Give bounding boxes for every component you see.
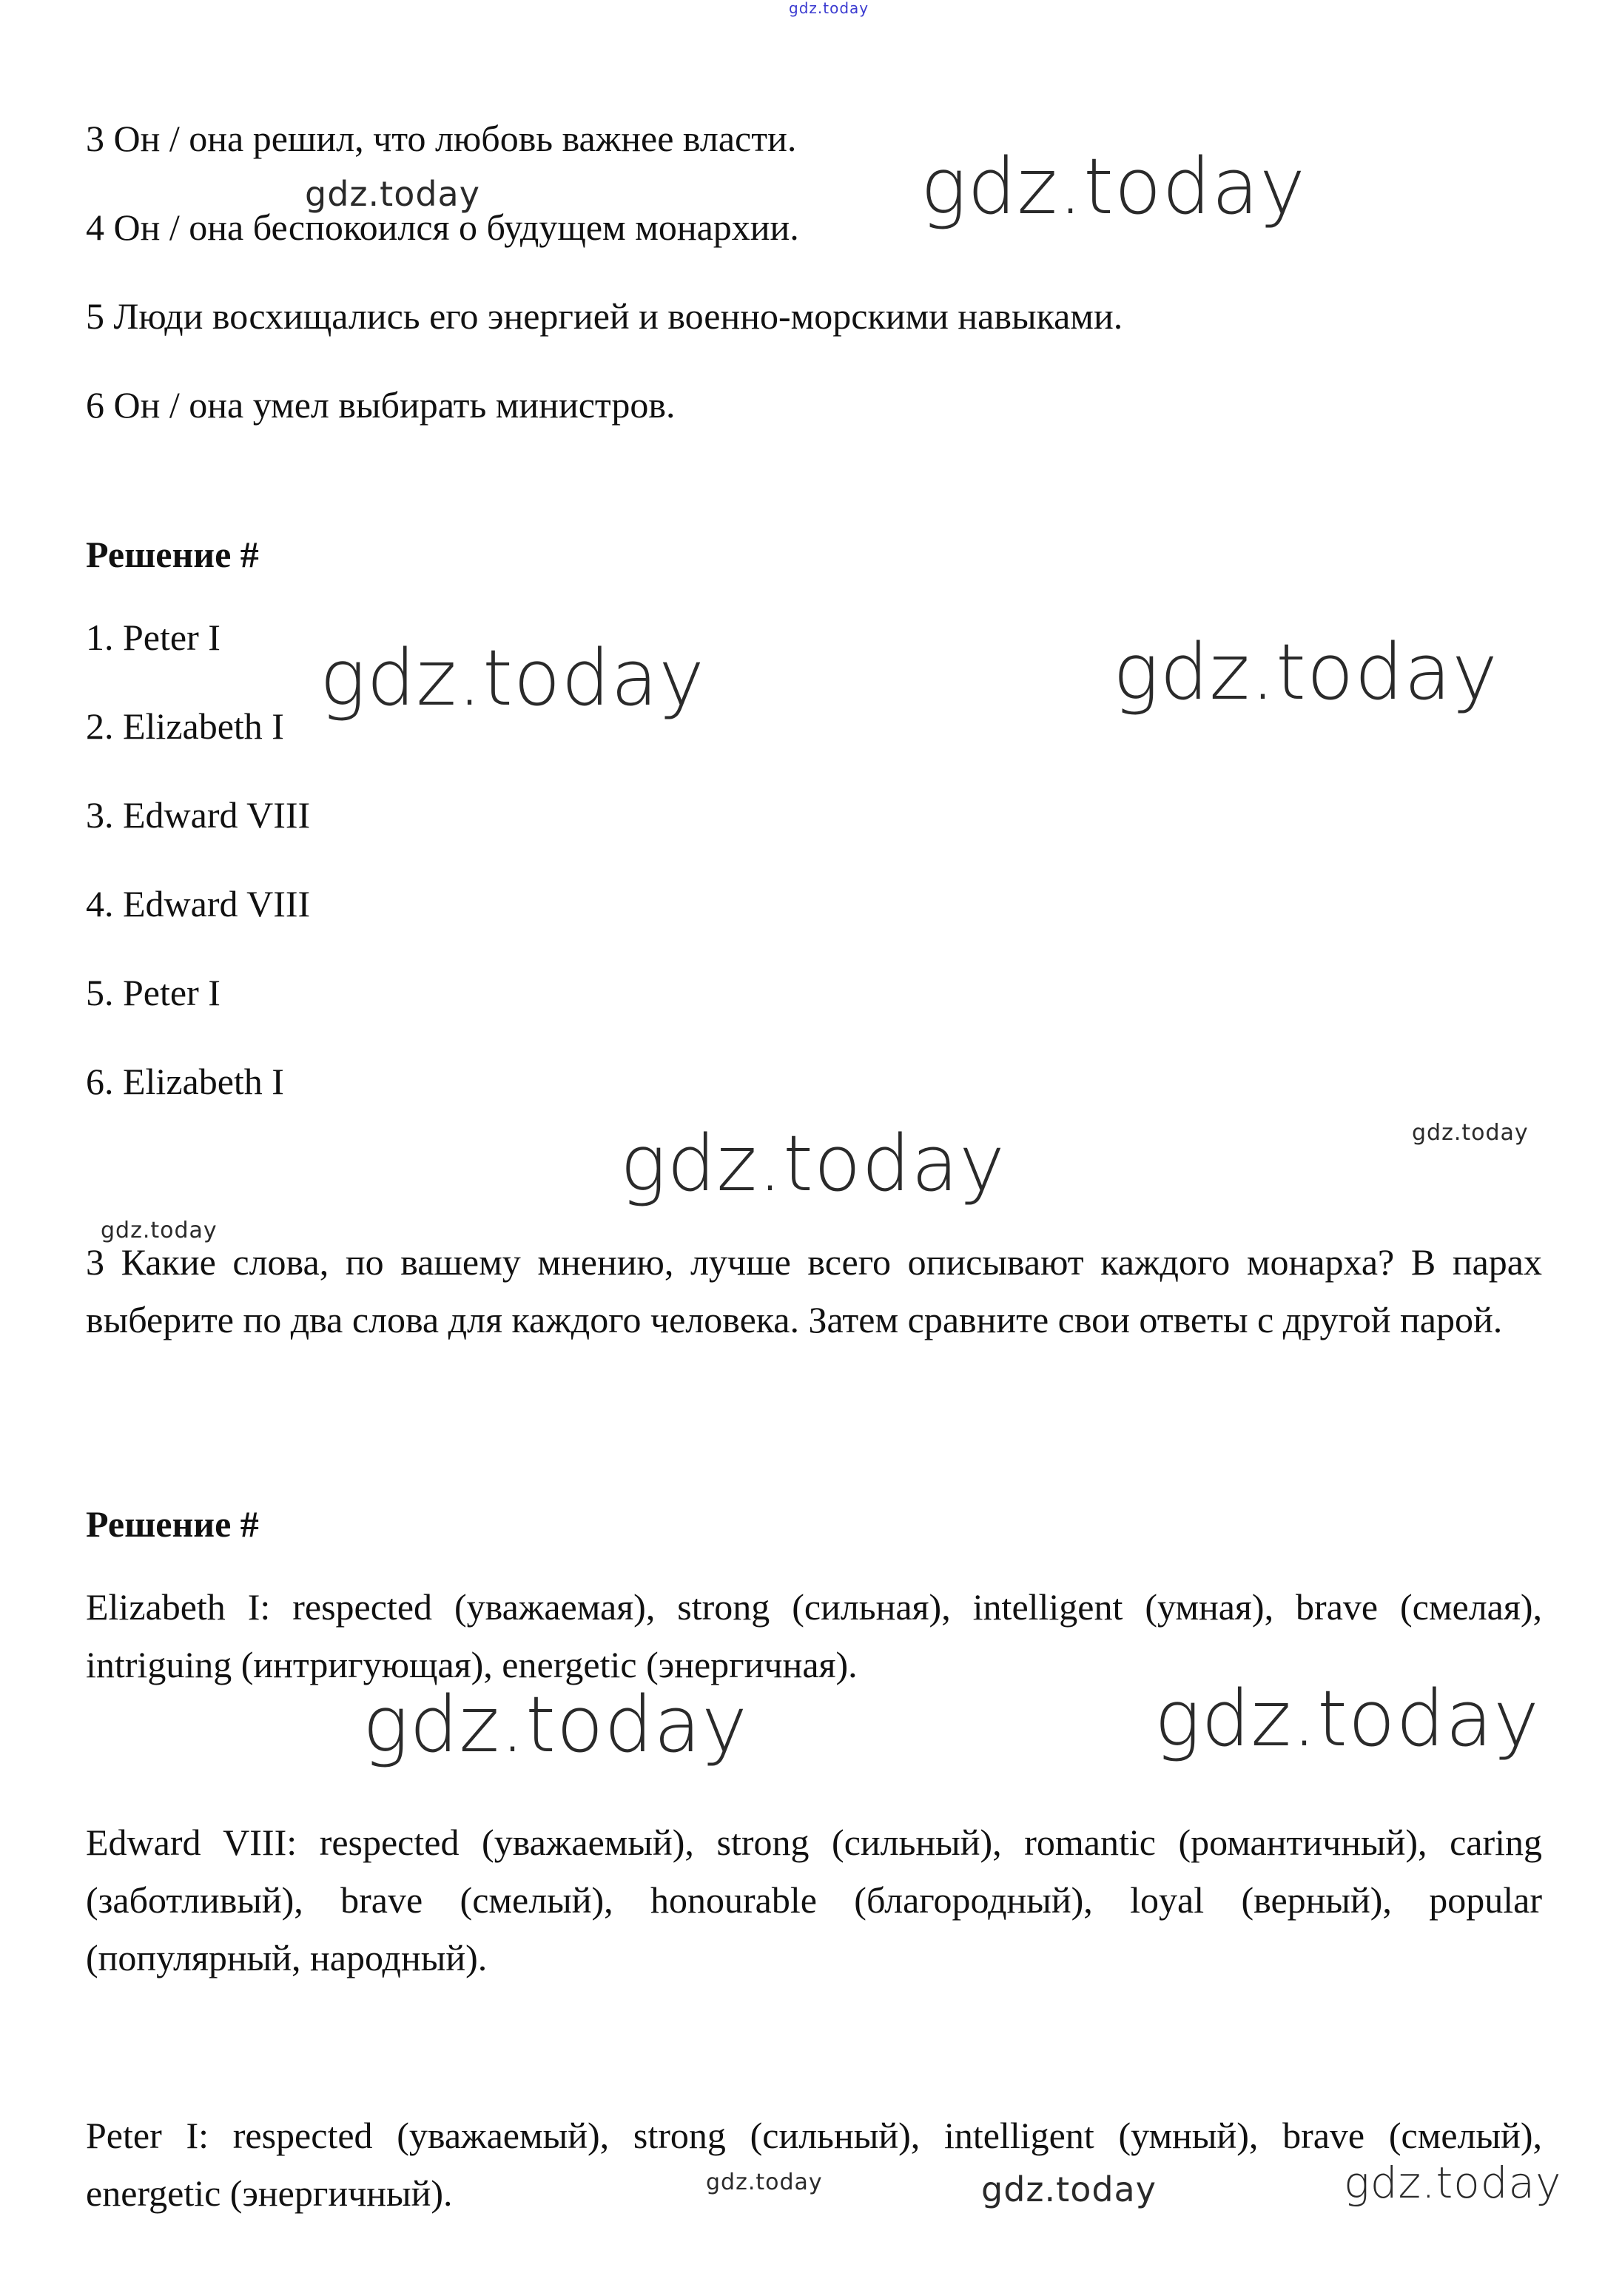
answer-3: 3. Edward VIII xyxy=(86,794,311,836)
statement-5: 5 Люди восхищались его энергией и военно-морскими навыками. xyxy=(86,295,1123,337)
peter-answer: Peter I: respected (уважаемый), strong (сильный), intelligent (умный), brave (смелый), energetic (энергичный). xyxy=(86,2115,1542,2214)
watermark: gdz.today xyxy=(921,141,1306,232)
answer-4: 4. Edward VIII xyxy=(86,883,311,924)
statement-3: 3 Он / она решил, что любовь важнее власти. xyxy=(86,118,797,159)
watermark: gdz.today xyxy=(620,1118,1006,1209)
watermark: gdz.today xyxy=(305,174,480,214)
answer-2: 2. Elizabeth I xyxy=(86,705,284,747)
solution-heading-1: Решение # xyxy=(86,534,259,575)
watermark: gdz.today xyxy=(101,1218,218,1243)
watermark-top: gdz.today xyxy=(789,0,869,17)
statement-6: 6 Он / она умел выбирать министров. xyxy=(86,384,676,426)
watermark: gdz.today xyxy=(1344,2158,1562,2208)
answer-5: 5. Peter I xyxy=(86,972,221,1013)
watermark: gdz.today xyxy=(363,1679,748,1770)
answer-6: 6. Elizabeth I xyxy=(86,1061,284,1102)
elizabeth-answer: Elizabeth I: respected (уважаемая), strong (сильная), intelligent (умная), brave (смелая), intriguing (интригующая), energetic (энергичная). xyxy=(86,1586,1542,1685)
task-3-text: 3 Какие слова, по вашему мнению, лучше всего описывают каждого монарха? В парах выберите по два слова для каждого человека. Затем сравните свои ответы с другой парой. xyxy=(86,1241,1542,1340)
watermark: gdz.today xyxy=(1113,627,1498,717)
solution-heading-2: Решение # xyxy=(86,1503,259,1545)
watermark: gdz.today xyxy=(706,2169,823,2195)
watermark: gdz.today xyxy=(320,633,705,723)
watermark: gdz.today xyxy=(1412,1120,1529,1146)
watermark: gdz.today xyxy=(981,2169,1157,2209)
edward-answer: Edward VIII: respected (уважаемый), strong (сильный), romantic (романтичный), caring (заботливый), brave (смелый), honourable (благородный), loyal (верный), popular (популярный, народный). xyxy=(86,1822,1542,1978)
watermark: gdz.today xyxy=(1154,1674,1540,1764)
answer-1: 1. Peter I xyxy=(86,617,221,658)
statement-4: 4 Он / она беспокоился о будущем монархии. xyxy=(86,207,799,248)
